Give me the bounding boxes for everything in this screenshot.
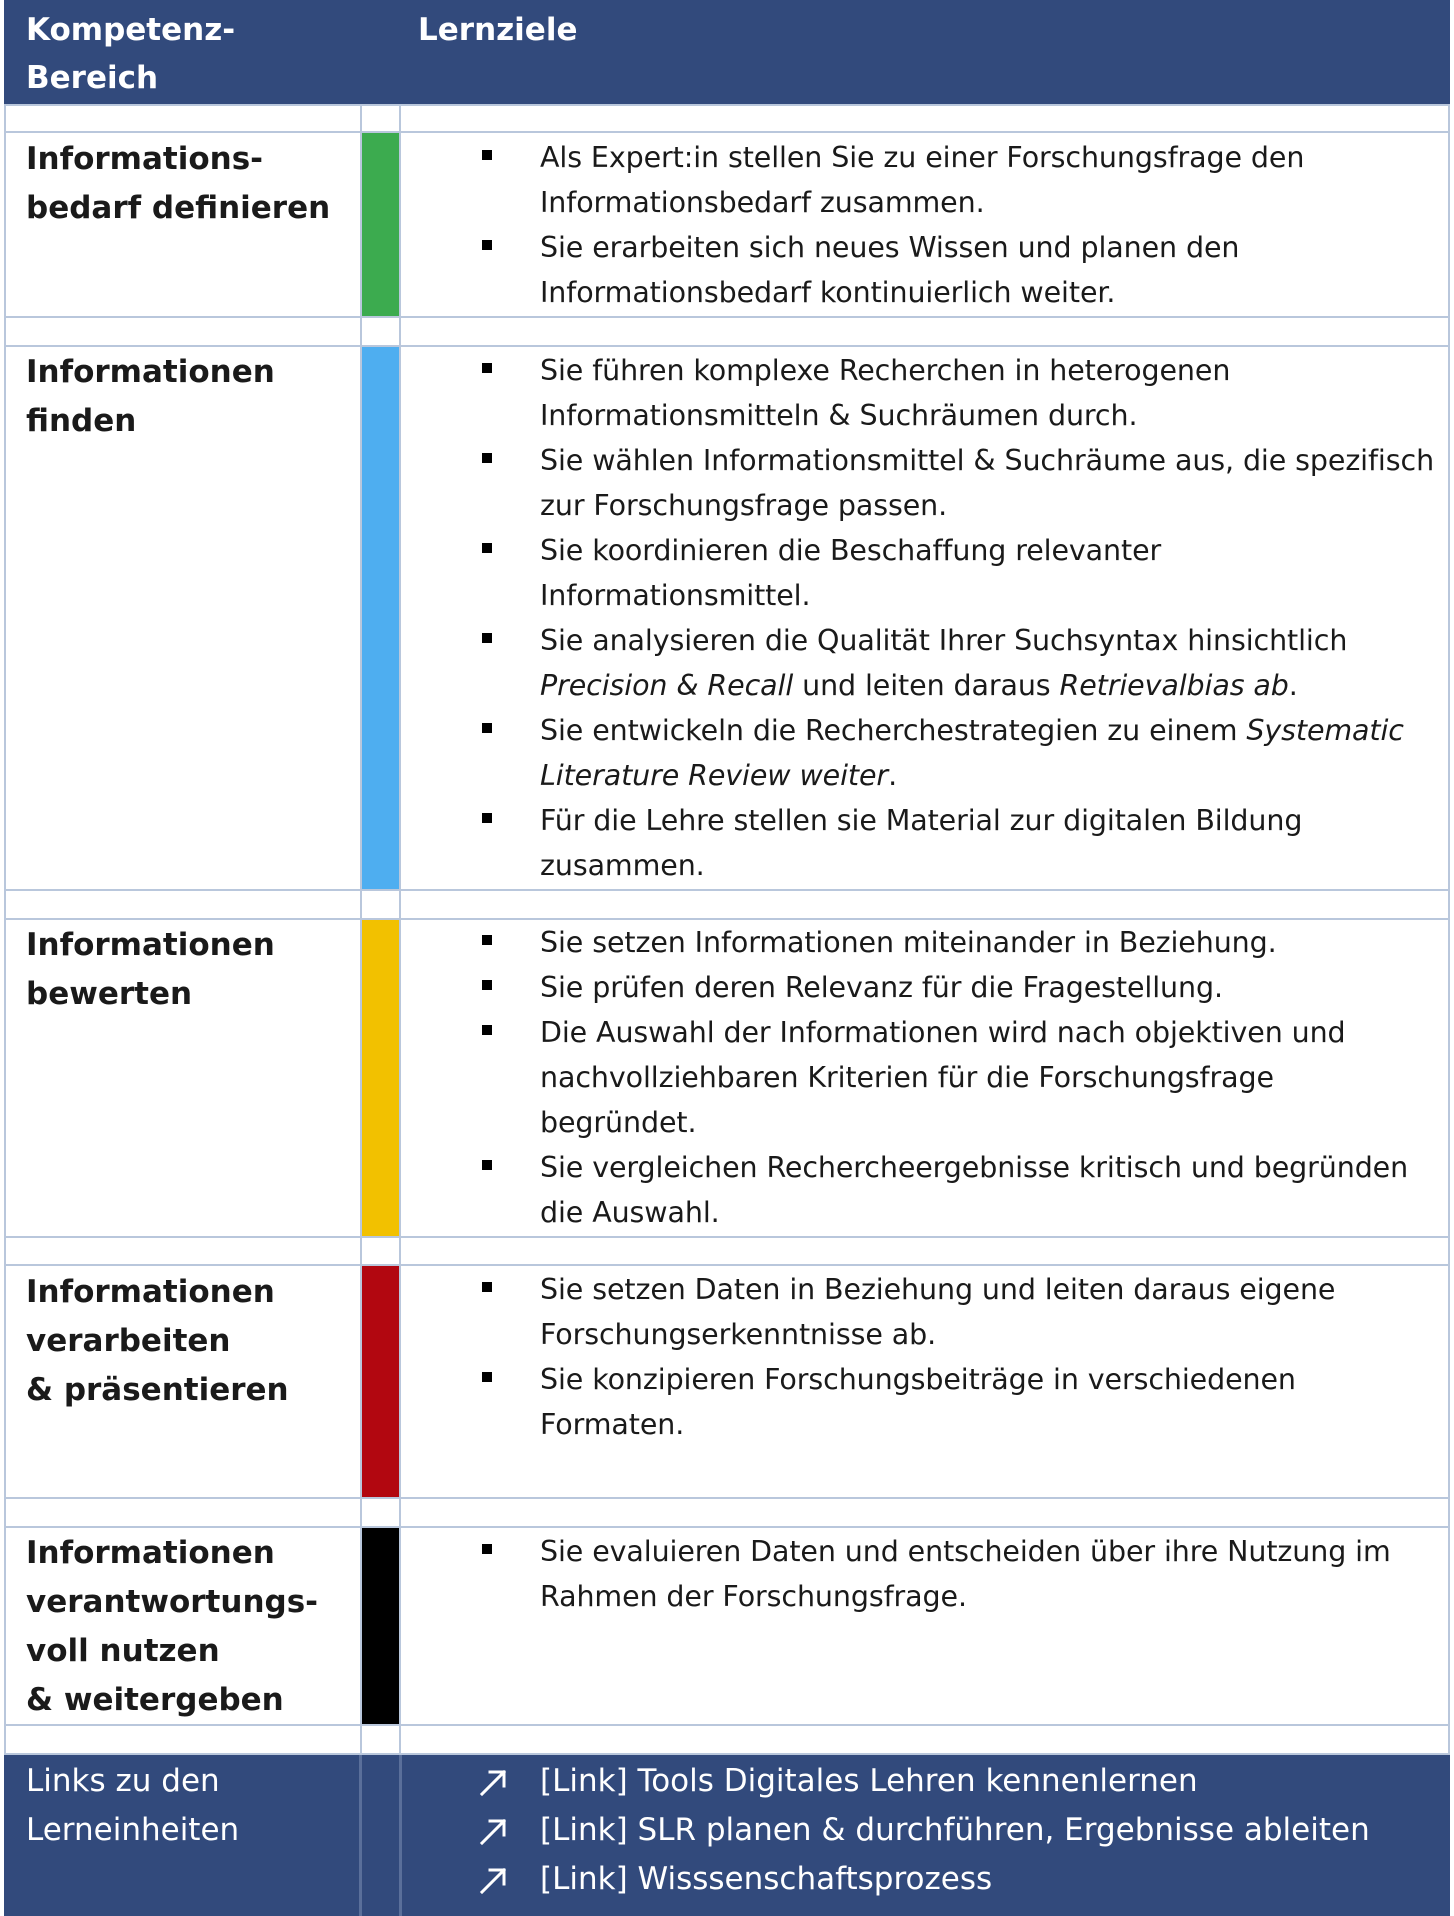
- link-label[interactable]: [Link] Wisssenschaftsprozess: [540, 1861, 993, 1897]
- goal-item: Sie wählen Informationsmittel & Suchräume aus, die spezifisch zur Forschungsfrage passen.: [478, 438, 1438, 528]
- goal-emphasis: Systematic Literature Review weiter: [540, 714, 1404, 792]
- learning-unit-link[interactable]: [478, 1757, 1438, 1806]
- goal-text: Sie entwickeln die Recherchestrategien zu einem: [540, 714, 1247, 747]
- category-line: & präsentieren: [26, 1372, 289, 1408]
- grid-col-divider-1: [360, 104, 362, 1755]
- category-process-present: [26, 1268, 356, 1415]
- links-title-line: Lerneinheiten: [26, 1812, 240, 1848]
- link-label[interactable]: [Link] SLR planen & durchführen, Ergebnisse ableiten: [540, 1812, 1370, 1848]
- goals-list-responsible: [478, 1529, 1438, 1619]
- color-bar-process: [362, 1266, 399, 1497]
- grid-h-8: [4, 1264, 1450, 1266]
- goal-item: Sie vergleichen Rechercheergebnisse kritisch und begründen die Auswahl.: [478, 1145, 1438, 1235]
- grid-h-9: [4, 1497, 1450, 1499]
- grid-h-7: [4, 1236, 1450, 1238]
- learning-unit-link[interactable]: [478, 1855, 1438, 1904]
- grid-h-10: [4, 1526, 1450, 1528]
- goal-text: .: [888, 759, 898, 792]
- links-section-title: [26, 1757, 356, 1855]
- grid-col-divider-2: [399, 104, 401, 1755]
- category-line: voll nutzen: [26, 1633, 220, 1669]
- color-bar-find: [362, 347, 399, 889]
- category-line: Informationen: [26, 1274, 275, 1310]
- learning-unit-links: [478, 1757, 1438, 1904]
- goal-item: [478, 708, 1438, 798]
- external-arrow-icon: [478, 1757, 512, 1806]
- grid-h-4: [4, 345, 1450, 347]
- header-competency-area: [26, 6, 346, 102]
- goal-text: .: [1288, 669, 1298, 702]
- goal-item: Sie prüfen deren Relevanz für die Fragestellung.: [478, 965, 1438, 1010]
- goal-emphasis: Retrievalbias ab: [1059, 669, 1289, 702]
- goals-list-define: [478, 135, 1438, 315]
- grid-outer-left: [4, 104, 6, 1755]
- goal-item: Die Auswahl der Informationen wird nach objektiven und nachvollziehbaren Kriterien für die Forschungsfrage begründet.: [478, 1010, 1438, 1145]
- category-line: Informationen: [26, 927, 275, 963]
- goal-item: Sie konzipieren Forschungsbeiträge in verschiedenen Formaten.: [478, 1357, 1438, 1447]
- footer-divider-left: [359, 1755, 362, 1916]
- goal-item: Sie setzen Informationen miteinander in Beziehung.: [478, 920, 1438, 965]
- link-label[interactable]: [Link] Tools Digitales Lehren kennenlernen: [540, 1763, 1198, 1799]
- category-responsible-use: [26, 1529, 356, 1725]
- goal-item: Sie erarbeiten sich neues Wissen und planen den Informationsbedarf kontinuierlich weiter.: [478, 225, 1438, 315]
- footer-divider-right: [399, 1755, 402, 1916]
- category-line: bedarf definieren: [26, 190, 331, 226]
- header-competency-line2: Bereich: [26, 60, 159, 96]
- goal-item: Für die Lehre stellen sie Material zur digitalen Bildung zusammen.: [478, 798, 1438, 888]
- grid-h-1: [4, 104, 1450, 106]
- grid-h-12: [4, 1753, 1450, 1755]
- grid-outer-right: [1448, 104, 1450, 1755]
- category-evaluate-information: [26, 921, 356, 1019]
- goals-list-find: [478, 348, 1438, 888]
- category-line: bewerten: [26, 976, 193, 1012]
- category-line: Informationen: [26, 1535, 275, 1571]
- goal-text: Sie analysieren die Qualität Ihrer Suchsyntax hinsichtlich: [540, 624, 1348, 657]
- goal-item: [478, 618, 1438, 708]
- external-arrow-icon: [478, 1806, 512, 1855]
- category-define-information-need: [26, 135, 356, 233]
- category-line: & weitergeben: [26, 1682, 284, 1718]
- links-title-line: Links zu den: [26, 1763, 220, 1799]
- color-bar-responsible: [362, 1528, 399, 1724]
- grid-h-2: [4, 131, 1450, 133]
- goals-list-evaluate: [478, 920, 1438, 1235]
- category-find-information: [26, 348, 356, 446]
- color-bar-define: [362, 133, 399, 316]
- category-line: verantwortungs-: [26, 1584, 319, 1620]
- category-line: finden: [26, 403, 137, 439]
- goal-item: Sie koordinieren die Beschaffung relevanter Informationsmittel.: [478, 528, 1438, 618]
- header-learning-goals: Lernziele: [418, 12, 578, 48]
- category-line: Informationen: [26, 354, 275, 390]
- goal-item: Sie evaluieren Daten und entscheiden über ihre Nutzung im Rahmen der Forschungsfrage.: [478, 1529, 1438, 1619]
- goals-list-process: [478, 1267, 1438, 1447]
- external-arrow-icon: [478, 1855, 512, 1904]
- color-bar-evaluate: [362, 920, 399, 1236]
- category-line: Informations-: [26, 141, 264, 177]
- goal-text: und leiten daraus: [793, 669, 1060, 702]
- learning-unit-link[interactable]: [478, 1806, 1438, 1855]
- goal-item: Sie führen komplexe Recherchen in heterogenen Informationsmitteln & Suchräumen durch.: [478, 348, 1438, 438]
- goal-item: Sie setzen Daten in Beziehung und leiten daraus eigene Forschungserkenntnisse ab.: [478, 1267, 1438, 1357]
- grid-h-3: [4, 316, 1450, 318]
- goal-item: Als Expert:in stellen Sie zu einer Forschungsfrage den Informationsbedarf zusammen.: [478, 135, 1438, 225]
- category-line: verarbeiten: [26, 1323, 231, 1359]
- grid-h-5: [4, 889, 1450, 891]
- header-competency-line1: Kompetenz-: [26, 12, 236, 48]
- goal-emphasis: Precision & Recall: [540, 669, 794, 702]
